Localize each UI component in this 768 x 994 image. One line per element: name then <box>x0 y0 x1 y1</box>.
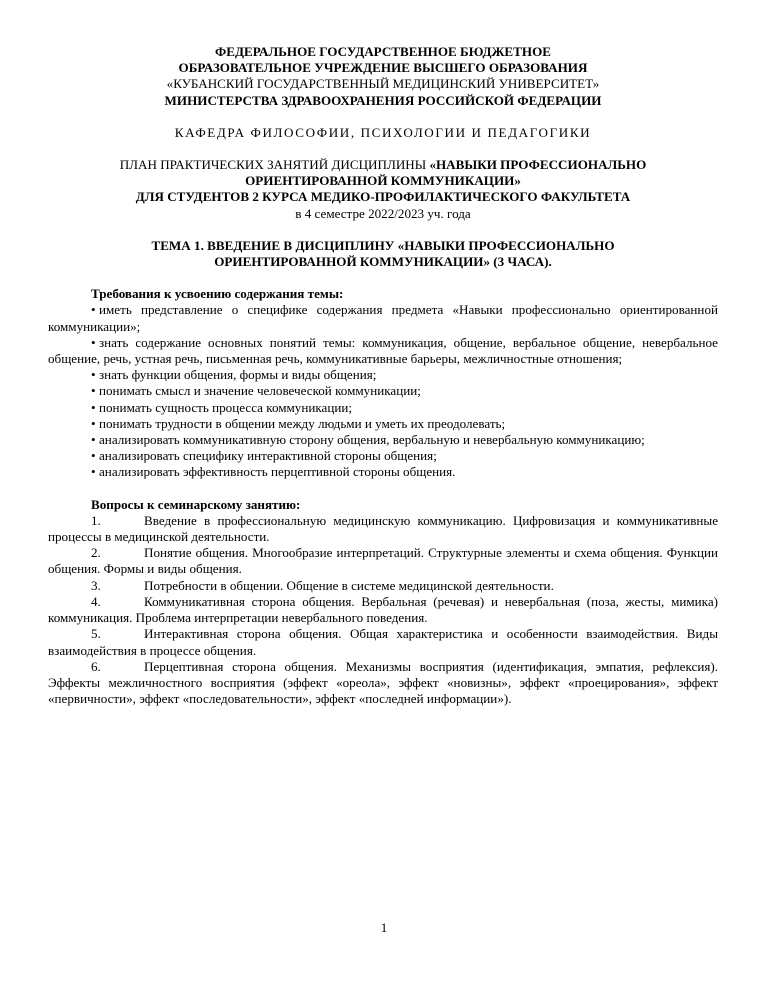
requirement-item <box>48 464 718 480</box>
bullet-icon: • <box>91 383 96 399</box>
theme-title: ТЕМА 1. ВВЕДЕНИЕ В ДИСЦИПЛИНУ «НАВЫКИ ПРОФЕССИОНАЛЬНО ОРИЕНТИРОВАННОЙ КОММУНИКАЦИИ» (3 ЧАСА). <box>151 237 615 270</box>
requirement-item <box>48 383 718 399</box>
question-number: 1. <box>91 512 101 528</box>
question-number: 6. <box>91 658 101 674</box>
department-title: КАФЕДРА ФИЛОСОФИИ, ПСИХОЛОГИИ И ПЕДАГОГИКИ <box>174 124 592 140</box>
question-number: 4. <box>91 593 101 609</box>
bullet-icon: • <box>91 415 96 431</box>
institution-header <box>48 44 718 109</box>
document-page <box>48 44 718 707</box>
question-item <box>48 578 718 594</box>
header-line-4: МИНИСТЕРСТВА ЗДРАВООХРАНЕНИЯ РОССИЙСКОЙ ФЕДЕРАЦИИ <box>164 92 602 108</box>
requirement-item <box>48 335 718 367</box>
bullet-icon: • <box>91 334 96 350</box>
plan-heading <box>48 157 718 222</box>
bullet-icon: • <box>91 367 96 383</box>
question-text: Перцептивная сторона общения. Механизмы восприятия (идентификация, эмпатия, рефлексия). Эффекты межличностного восприятия (эффект «ореола», эффект «новизны», эффект «проецирования», эффект «первичности», эффект «последовательности», эффект «последней информации»). <box>48 658 718 707</box>
bullet-icon: • <box>91 432 96 448</box>
requirements-list <box>48 302 718 480</box>
requirement-text: знать содержание основных понятий темы: коммуникация, общение, вербальное общение, невербальное общение, речь, устная речь, письменная речь, коммуникативные барьеры, межличностные отношения; <box>48 334 718 367</box>
requirement-item <box>48 432 718 448</box>
question-text: Введение в профессиональную медицинскую коммуникацию. Цифровизация и коммуникативные процессы в медицинской деятельности. <box>48 512 718 545</box>
requirement-item <box>48 416 718 432</box>
header-line-2: ОБРАЗОВАТЕЛЬНОЕ УЧРЕЖДЕНИЕ ВЫСШЕГО ОБРАЗОВАНИЯ <box>178 60 588 76</box>
requirement-item <box>48 400 718 416</box>
bullet-icon: • <box>91 302 96 318</box>
plan-discipline: «НАВЫКИ ПРОФЕССИОНАЛЬНО ОРИЕНТИРОВАННОЙ КОММУНИКАЦИИ» <box>245 157 647 189</box>
requirement-text: анализировать коммуникативную сторону общения, вербальную и невербальную коммуникацию; <box>99 432 645 448</box>
requirement-item <box>48 302 718 334</box>
question-item <box>48 626 718 658</box>
header-line-1: ФЕДЕРАЛЬНОЕ ГОСУДАРСТВЕННОЕ БЮДЖЕТНОЕ <box>215 44 551 59</box>
bullet-icon: • <box>91 399 96 415</box>
question-number: 3. <box>91 577 101 593</box>
question-item <box>48 594 718 626</box>
questions-list <box>48 513 718 707</box>
plan-prefix: ПЛАН ПРАКТИЧЕСКИХ ЗАНЯТИЙ ДИСЦИПЛИНЫ <box>119 157 430 173</box>
requirement-item <box>48 367 718 383</box>
questions-title: Вопросы к семинарскому занятию: <box>91 496 301 512</box>
plan-students: ДЛЯ СТУДЕНТОВ 2 КУРСА МЕДИКО-ПРОФИЛАКТИЧЕСКОГО ФАКУЛЬТЕТА <box>135 189 631 205</box>
requirements-title: Требования к усвоению содержания темы: <box>91 286 344 302</box>
requirement-text: знать функции общения, формы и виды общения; <box>99 367 377 383</box>
question-text: Коммуникативная сторона общения. Вербальная (речевая) и невербальная (поза, жесты, мимика) коммуникация. Проблема интерпретации невербального поведения. <box>48 593 718 626</box>
header-line-3: «КУБАНСКИЙ ГОСУДАРСТВЕННЫЙ МЕДИЦИНСКИЙ УНИВЕРСИТЕТ» <box>166 76 600 92</box>
question-number: 2. <box>91 545 101 561</box>
requirement-text: иметь представление о специфике содержания предмета «Навыки профессионально ориентированной коммуникации»; <box>48 302 718 334</box>
requirement-text: анализировать специфику интерактивной стороны общения; <box>99 448 437 464</box>
requirement-text: анализировать эффективность перцептивной стороны общения. <box>99 464 456 480</box>
requirement-text: понимать трудности в общении между людьми и уметь их преодолевать; <box>99 415 506 431</box>
question-item <box>48 545 718 577</box>
question-text: Потребности в общении. Общение в системе медицинской деятельности. <box>144 577 554 593</box>
question-number: 5. <box>91 626 101 642</box>
requirement-text: понимать смысл и значение человеческой коммуникации; <box>99 383 421 399</box>
page-number: 1 <box>380 920 388 935</box>
plan-semester: в 4 семестре 2022/2023 уч. года <box>295 205 471 221</box>
bullet-icon: • <box>91 448 96 464</box>
requirement-item <box>48 448 718 464</box>
question-item <box>48 659 718 708</box>
question-text: Интерактивная сторона общения. Общая характеристика и особенности взаимодействия. Виды взаимодействия в процессе общения. <box>48 626 718 658</box>
requirement-text: понимать сущность процесса коммуникации; <box>99 399 353 415</box>
bullet-icon: • <box>91 464 96 480</box>
question-item <box>48 513 718 545</box>
question-text: Понятие общения. Многообразие интерпретаций. Структурные элементы и схема общения. Функции общения. Формы и виды общения. <box>48 545 718 577</box>
